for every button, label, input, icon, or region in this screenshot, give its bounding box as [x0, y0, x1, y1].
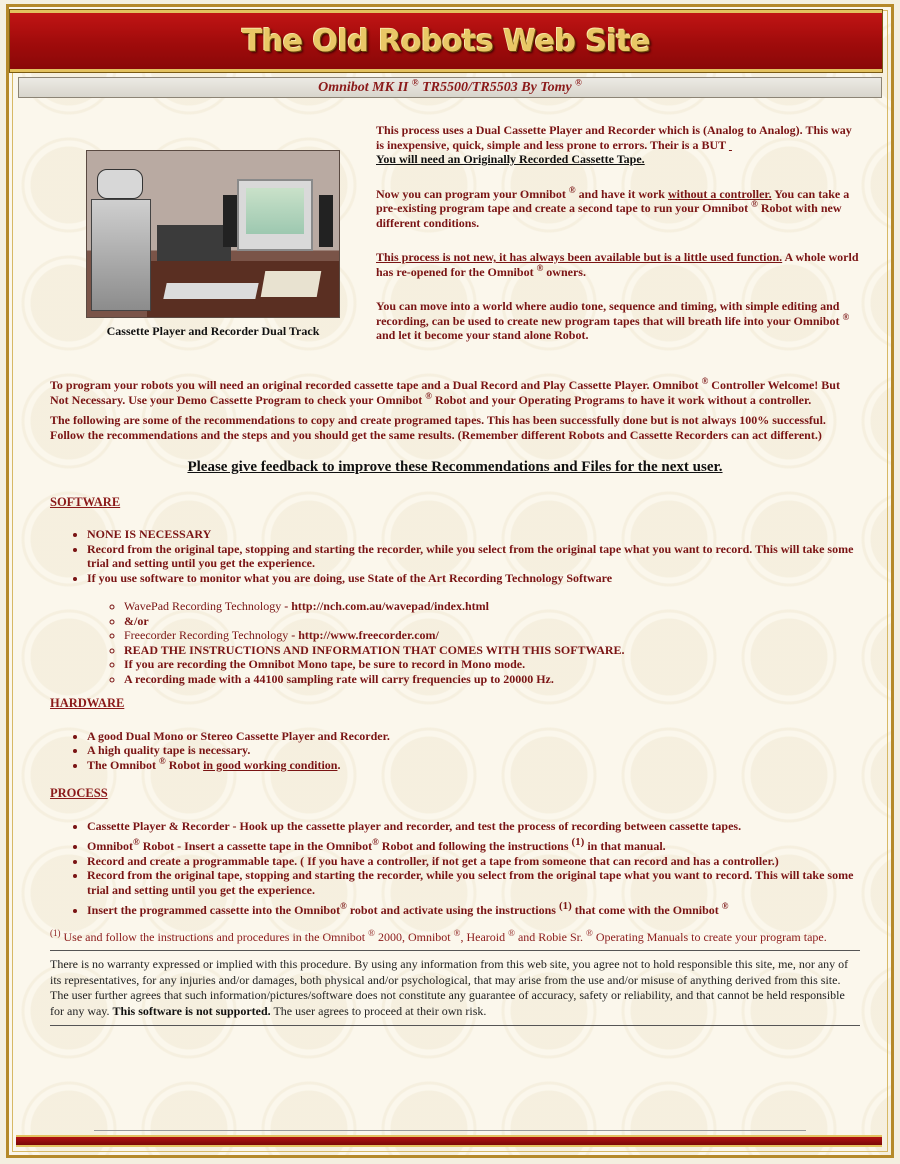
no-controller-link[interactable]: without a controller. — [667, 186, 772, 201]
list-item: ◦ WavePad Recording Technology - http://nch.com.au/wavepad/index.html — [124, 599, 860, 614]
list-item: ◦ &/or — [124, 614, 860, 629]
software-list — [50, 527, 860, 585]
list-item: ◦ A recording made with a 44100 sampling rate will carry frequencies up to 20000 Hz. — [124, 672, 860, 687]
divider — [50, 1025, 860, 1026]
site-title: The Old Robots Web Site — [241, 23, 651, 59]
process-list — [50, 819, 860, 918]
list-item: • Insert the programmed cassette into the Omnibot® robot and activate using the instructions $^{(1)}$ that come with the Omnibot ® — [87, 903, 860, 918]
list-item: • NONE IS NECESSARY — [87, 527, 860, 542]
list-item: ◦ READ THE INSTRUCTIONS AND INFORMATION THAT COMES WITH THIS SOFTWARE. — [124, 643, 860, 658]
hardware-list — [50, 729, 860, 773]
software-sublist — [50, 599, 860, 686]
good-condition-link[interactable]: in good working condition — [203, 757, 338, 772]
page-title-bar — [18, 77, 882, 98]
feedback-link[interactable]: Please give feedback to improve these Recommendations and Files for the next user. — [187, 459, 723, 475]
intro-text — [376, 123, 862, 363]
main-content — [50, 378, 860, 1026]
intro-paragraph: Now you can program your Omnibot ® and have it work without a controller. You can take a pre-existing program tape and create a second tape to run your Omnibot ® Robot with new different conditions. — [376, 184, 850, 230]
footnote: $^{(1)}$ Use and follow the instructions and procedures in the Omnibot ® 2000, Omnibot ®, Hearoid ® and Robie Sr. ® Operating Manuals to create your program tape. — [50, 927, 827, 944]
tape-requirement-link[interactable]: You will need an Originally Recorded Cassette Tape. — [376, 152, 645, 166]
freecorder-link[interactable]: Freecorder Recording Technology — [124, 628, 289, 642]
list-item: ◦ If you are recording the Omnibot Mono tape, be sure to record in Mono mode. — [124, 657, 860, 672]
main-paragraph: The following are some of the recommendations to copy and create programed tapes. This has been successfully done but is not always 100% successful. Follow the recommendations and the steps and you should get the same results. (Remember different Robots and Cassette Recorders can act different.) — [50, 413, 826, 442]
list-item: • Record and create a programmable tape. ( If you have a controller, if not get a tape from someone that can record and has a controller.) — [87, 854, 860, 869]
list-item: • Cassette Player & Recorder - Hook up the cassette player and recorder, and test the process of recording between cassette tapes. — [87, 819, 860, 834]
list-item: • Omnibot® Robot - Insert a cassette tape in the Omnibot® Robot and following the instructions $^{(1)}$ in that manual. — [87, 839, 860, 854]
intro-paragraph: This process is not new, it has always been available but is a little used function. A whole world has re-opened for the Omnibot ® owners. — [376, 250, 859, 279]
photo-caption: Cassette Player and Recorder Dual Track — [106, 324, 320, 338]
bottom-banner — [16, 1135, 882, 1147]
list-item: • The Omnibot ® Robot in good working condition. — [87, 758, 860, 773]
photo-block — [86, 150, 340, 339]
list-item: ◦ Freecorder Recording Technology - http://www.freecorder.com/ — [124, 628, 860, 643]
list-item: • A high quality tape is necessary. — [87, 743, 860, 758]
disclaimer: There is no warranty expressed or implied with this procedure. By using any information from this web site, you agree not to hold responsible this site, me, nor any of its representatives, for any injuries and/or damages, both physical and/or psychological, that may arise from the use and/or misuse of anything derived from this site. The user further agrees that such information/pictures/software does not constitute any guarantee of accuracy, safety or reliability, and that cannot be held responsible for any way. This software is not supported. The user agrees to proceed at their own risk. — [50, 957, 849, 1018]
hardware-heading[interactable]: HARDWARE — [50, 696, 125, 710]
divider — [50, 950, 860, 951]
software-heading[interactable]: SOFTWARE — [50, 494, 121, 509]
main-paragraph: To program your robots you will need an original recorded cassette tape and a Dual Record and Play Cassette Player. Omnibot ® Controller Welcome! But Not Necessary. Use your Demo Cassette Program to check your Omnibot ® Robot and your Operating Programs to have it work without a controller. — [50, 376, 840, 407]
intro-paragraph: You can move into a world where audio tone, sequence and timing, with simple editing and recording, can be used to create new program tapes that will breath life into your Omnibot ® and let it become your stand alone Robot. — [376, 299, 850, 342]
reg-mark: ® — [575, 77, 582, 88]
site-banner[interactable] — [10, 10, 882, 72]
not-new-link[interactable]: This process is not new, it has always been available but is a little used function. — [376, 250, 783, 264]
cassette-setup-photo[interactable] — [86, 150, 340, 318]
intro-paragraph: This process uses a Dual Cassette Player and Recorder which is (Analog to Analog). This way is inexpensive, quick, simple and less prone to errors. Their is a BUT You will need an Originally Recorded Cassette Tape. — [376, 123, 852, 166]
reg-mark: ® — [411, 77, 419, 88]
wavepad-link[interactable]: WavePad Recording Technology — [124, 599, 282, 613]
page-title-suffix: TR5500/TR5503 By Tomy — [422, 80, 572, 95]
list-item: • A good Dual Mono or Stereo Cassette Player and Recorder. — [87, 729, 860, 744]
list-item: • Record from the original tape, stopping and starting the recorder, while you select from the original tape what you want to record. This will take some trial and setting until you get the experience. — [87, 542, 860, 571]
list-item: • Record from the original tape, stopping and starting the recorder, while you select from the original tape what you want to record. This will take some trial and setting until you get the experience. — [87, 868, 860, 897]
list-item: • If you use software to monitor what you are doing, use State of the Art Recording Technology Software — [87, 571, 860, 586]
page-title: Omnibot MK II — [318, 80, 409, 95]
process-heading[interactable]: PROCESS — [50, 786, 108, 800]
bottom-divider — [94, 1130, 806, 1131]
